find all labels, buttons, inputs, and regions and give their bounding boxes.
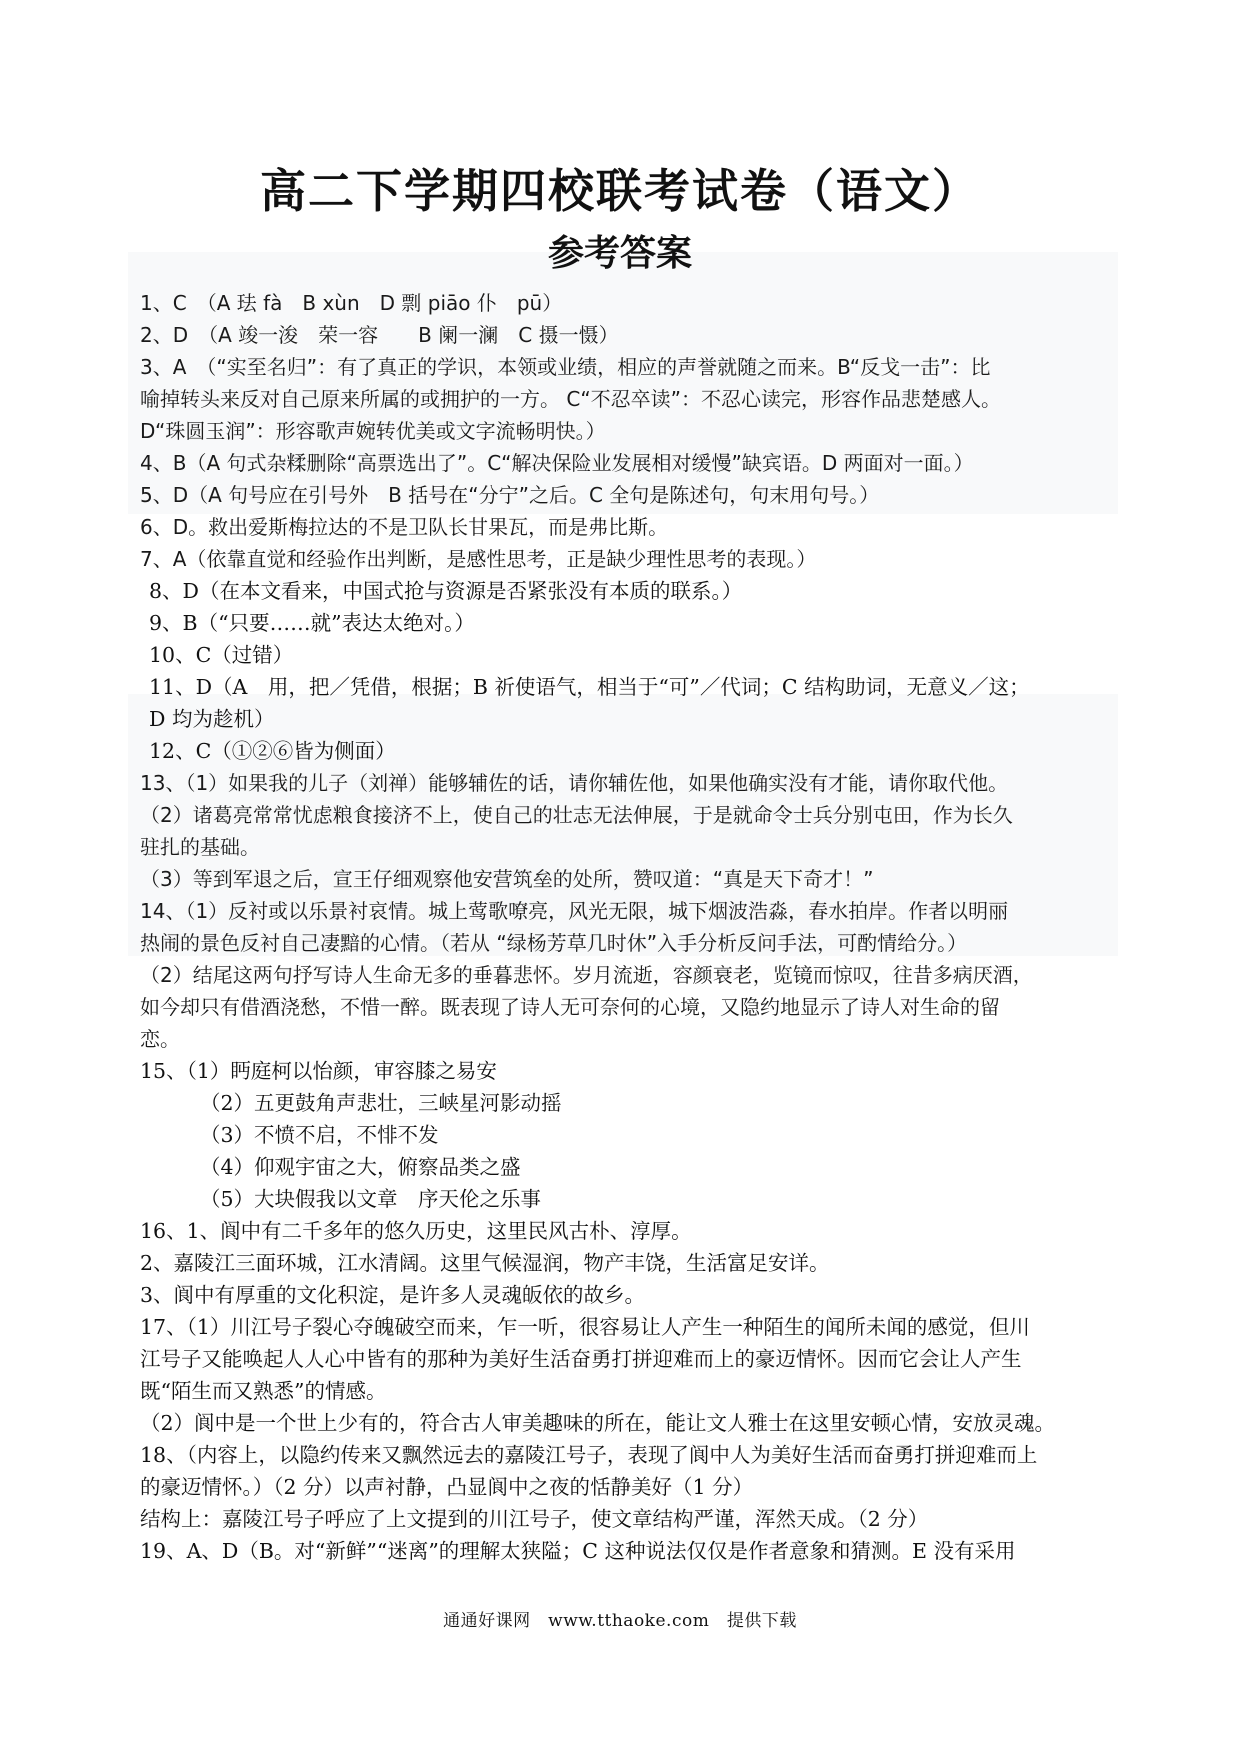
answer-line: 恋。 bbox=[140, 1027, 180, 1051]
answer-line: 3、A （“实至名归”：有了真正的学识，本领或业绩，相应的声誉就随之而来。B“反戈一击”：比 bbox=[140, 355, 991, 379]
answer-line: 19、A、D（B。对“新鲜”“迷离”的理解太狭隘；C 这种说法仅仅是作者意象和猜测。E 没有采用 bbox=[140, 1539, 1016, 1563]
answer-line: 热闹的景色反衬自己凄黯的心情。（若从 “绿杨芳草几时休”入手分析反问手法，可酌情给分。） bbox=[140, 931, 968, 955]
answer-line: （5）大块假我以文章 序天伦之乐事 bbox=[200, 1187, 542, 1211]
answer-line: （3）不愤不启，不悱不发 bbox=[200, 1123, 439, 1147]
answer-line: 1、C （A 珐 fà B xùn D 剽 piāo 仆 pū） bbox=[140, 291, 563, 315]
page-footer: 通通好课网 www.tthaoke.com 提供下载 bbox=[443, 1611, 797, 1631]
answer-line: （2）诸葛亮常常忧虑粮食接济不上，使自己的壮志无法伸展，于是就命令士兵分别屯田，作为长久 bbox=[140, 803, 1013, 827]
answer-line: 10、C（过错） bbox=[149, 643, 294, 667]
answer-line: 9、B（“只要……就”表达太绝对。） bbox=[149, 611, 475, 635]
answer-line: 驻扎的基础。 bbox=[140, 835, 260, 859]
answer-line: （2）结尾这两句抒写诗人生命无多的垂暮悲怀。岁月流逝，容颜衰老，览镜而惊叹，往昔多病厌酒， bbox=[140, 963, 1033, 987]
answer-line: 11、D（A 用，把／凭借，根据；B 祈使语气，相当于“可”／代词；C 结构助词，无意义／这； bbox=[149, 675, 1030, 699]
answer-line: 4、B（A 句式杂糅删除“高票选出了”。C“解决保险业发展相对缓慢”缺宾语。D 两面对一面。） bbox=[140, 451, 974, 475]
answer-line: 12、C（①②⑥皆为侧面） bbox=[149, 739, 396, 763]
answer-line: 7、A（依靠直觉和经验作出判断，是感性思考，正是缺少理性思考的表现。） bbox=[140, 547, 817, 571]
answer-line: 14、（1）反衬或以乐景衬哀情。城上莺歌嘹亮，风光无限，城下烟波浩淼，春水拍岸。作者以明丽 bbox=[140, 899, 1009, 923]
answer-line: 16、1、阆中有二千多年的悠久历史，这里民风古朴、淳厚。 bbox=[140, 1219, 692, 1243]
answer-line: （4）仰观宇宙之大，俯察品类之盛 bbox=[200, 1155, 521, 1179]
answer-line: 8、D（在本文看来，中国式抢与资源是否紧张没有本质的联系。） bbox=[149, 579, 743, 603]
answer-line: 3、阆中有厚重的文化积淀，是许多人灵魂皈依的故乡。 bbox=[140, 1283, 646, 1307]
answer-line: 江号子又能唤起人人心中皆有的那种为美好生活奋勇打拼迎难而上的豪迈情怀。因而它会让人产生 bbox=[140, 1347, 1022, 1371]
answer-line: 17、（1）川江号子裂心夺魄破空而来，乍一听，很容易让人产生一种陌生的闻所未闻的感觉，但川 bbox=[140, 1315, 1030, 1339]
answer-line: 5、D（A 句号应在引号外 B 括号在“分宁”之后。C 全句是陈述句，句末用句号。） bbox=[140, 483, 880, 507]
answer-line: 15、（1）眄庭柯以怡颜，审容膝之易安 bbox=[140, 1059, 497, 1083]
answer-line: D 均为趁机） bbox=[149, 707, 275, 731]
answer-line: 结构上：嘉陵江号子呼应了上文提到的川江号子，使文章结构严谨，浑然天成。（2 分） bbox=[140, 1507, 929, 1531]
answer-line: （3）等到军退之后，宣王仔细观察他安营筑垒的处所，赞叹道：“真是天下奇才！” bbox=[140, 867, 874, 891]
answer-line: （2）五更鼓角声悲壮，三峡星河影动摇 bbox=[200, 1091, 562, 1115]
answer-line: 2、D （A 竣一浚 荣一容 B 阑一澜 C 摄一慑） bbox=[140, 323, 619, 347]
answer-line: 2、嘉陵江三面环城，江水清阔。这里气候湿润，物产丰饶，生活富足安详。 bbox=[140, 1251, 830, 1275]
page-title: 高二下学期四校联考试卷（语文） bbox=[260, 164, 980, 218]
answer-line: 如今却只有借酒浇愁，不惜一醉。既表现了诗人无可奈何的心境，又隐约地显示了诗人对生命的留 bbox=[140, 995, 1000, 1019]
answer-line: 6、D。救出爱斯梅拉达的不是卫队长甘果瓦，而是弗比斯。 bbox=[140, 515, 669, 539]
answer-line: 18、（内容上，以隐约传来又飘然远去的嘉陵江号子，表现了阆中人为美好生活而奋勇打拼迎难而上 bbox=[140, 1443, 1038, 1467]
answer-line: 既“陌生而又熟悉”的情感。 bbox=[140, 1379, 387, 1403]
answer-line: 的豪迈情怀。）（2 分）以声衬静，凸显阆中之夜的恬静美好（1 分） bbox=[140, 1475, 754, 1499]
answer-line: D“珠圆玉润”：形容歌声婉转优美或文字流畅明快。） bbox=[140, 419, 606, 443]
answer-line: （2）阆中是一个世上少有的，符合古人审美趣味的所在，能让文人雅士在这里安顿心情，安放灵魂。 bbox=[140, 1411, 1056, 1435]
answer-line: 喻掉转头来反对自己原来所属的或拥护的一方。 C“不忍卒读”：不忍心读完，形容作品悲楚感人。 bbox=[140, 387, 1002, 411]
answer-line: 13、（1）如果我的儿子（刘禅）能够辅佐的话，请你辅佐他，如果他确实没有才能，请你取代他。 bbox=[140, 771, 1009, 795]
page-subtitle: 参考答案 bbox=[547, 232, 692, 274]
answer-list bbox=[140, 287, 1100, 1567]
